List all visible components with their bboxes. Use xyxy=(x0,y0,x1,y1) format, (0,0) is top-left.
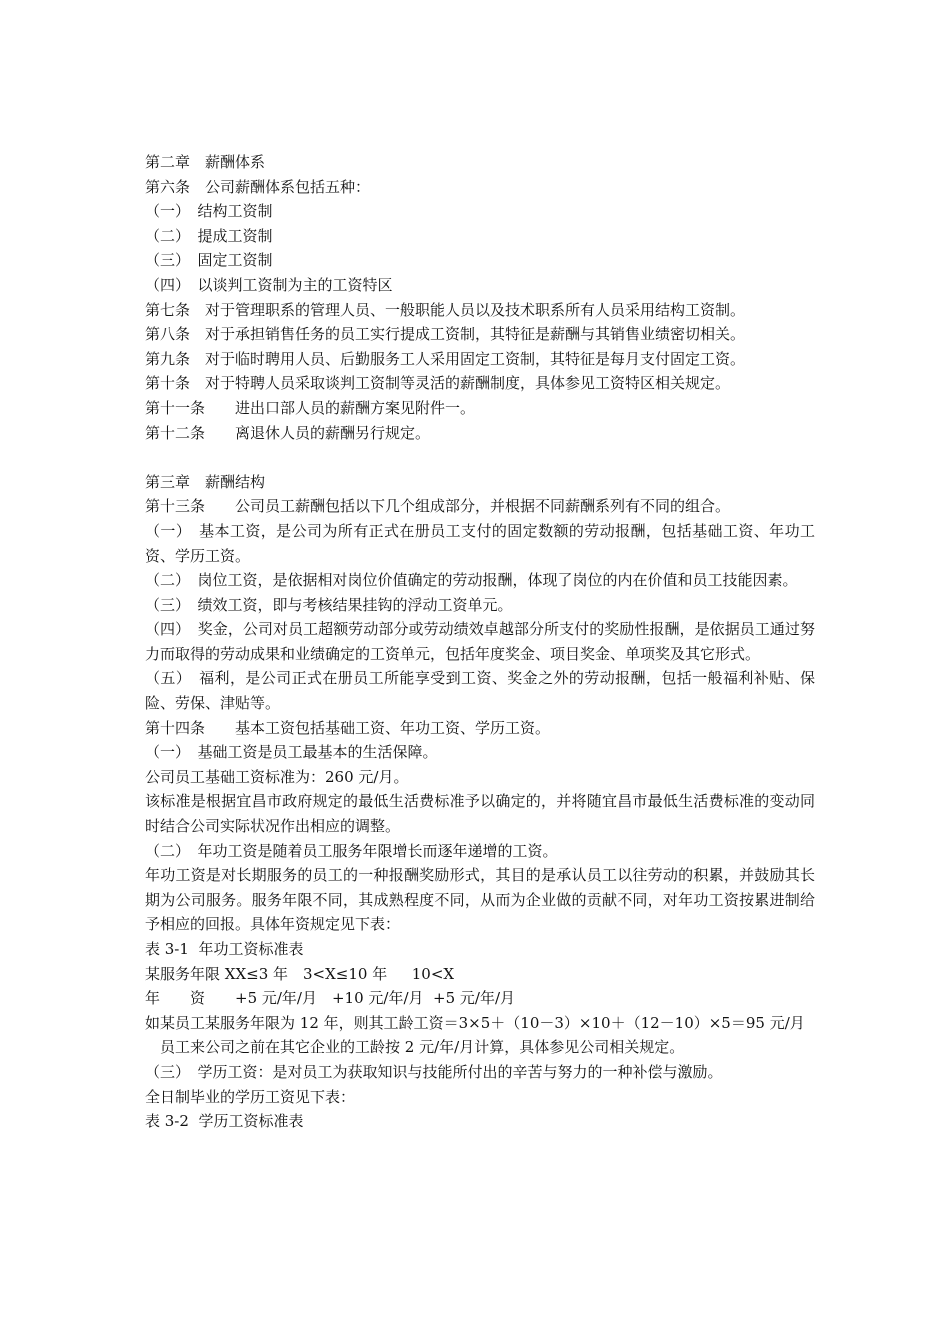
seniority-salary-title: （二） 年功工资是随着员工服务年限增长而逐年递增的工资。 xyxy=(145,841,558,860)
salary-type-4: （四） 以谈判工资制为主的工资特区 xyxy=(145,275,393,294)
component-welfare: （五） 福利，是公司正式在册员工所能享受到工资、奖金之外的劳动报酬，包括一般福利补贴、保险、劳保、津贴等。 xyxy=(145,669,815,713)
article-11: 第十一条 进出口部人员的薪酬方案见附件一。 xyxy=(145,398,476,417)
education-salary-note: 全日制毕业的学历工资见下表： xyxy=(145,1087,356,1106)
salary-type-1: （一） 结构工资制 xyxy=(145,202,273,221)
component-performance-salary: （三） 绩效工资，即与考核结果挂钩的浮动工资单元。 xyxy=(145,595,513,614)
component-position-salary: （二） 岗位工资，是依据相对岗位价值确定的劳动报酬，体现了岗位的内在价值和员工技能因素。 xyxy=(145,571,798,590)
table-3-1-caption: 表 3-1 年功工资标准表 xyxy=(145,940,304,958)
table-3-1-row-1: 某服务年限 XX≤3 年 3<X≤10 年 10<X xyxy=(145,964,455,983)
article-14: 第十四条 基本工资包括基础工资、年功工资、学历工资。 xyxy=(145,718,551,737)
table-3-2-caption: 表 3-2 学历工资标准表 xyxy=(145,1112,304,1131)
document-page xyxy=(145,150,815,1134)
article-9: 第九条 对于临时聘用人员、后勤服务工人采用固定工资制，其特征是每月支付固定工资。 xyxy=(145,349,746,368)
table-3-1-row-2: 年 资 +5 元/年/月 +10 元/年/月 +5 元/年/月 xyxy=(145,989,516,1008)
article-8: 第八条 对于承担销售任务的员工实行提成工资制，其特征是薪酬与其销售业绩密切相关。 xyxy=(145,325,746,344)
base-salary-title: （一） 基础工资是员工最基本的生活保障。 xyxy=(145,743,438,762)
article-13: 第十三条 公司员工薪酬包括以下几个组成部分，并根据不同薪酬系列有不同的组合。 xyxy=(145,497,731,516)
article-10: 第十条 对于特聘人员采取谈判工资制等灵活的薪酬制度，具体参见工资特区相关规定。 xyxy=(145,374,731,393)
base-salary-standard: 公司员工基础工资标准为：260 元/月。 xyxy=(145,767,409,786)
chapter-3-title: 第三章 薪酬结构 xyxy=(145,472,266,491)
article-7: 第七条 对于管理职系的管理人员、一般职能人员以及技术职系所有人员采用结构工资制。 xyxy=(145,300,746,319)
seniority-salary-note: 年功工资是对长期服务的员工的一种报酬奖励形式，其目的是承认员工以往劳动的积累，并鼓励其长期为公司服务。服务年限不同，其成熟程度不同，从而为企业做的贡献不同，对年功工资按累进制给予相应的回报。具体年资规定见下表： xyxy=(145,866,815,934)
base-salary-note: 该标准是根据宜昌市政府规定的最低生活费标准予以确定的，并将随宜昌市最低生活费标准的变动同时结合公司实际状况作出相应的调整。 xyxy=(145,792,815,836)
prior-work-note: 员工来公司之前在其它企业的工龄按 2 元/年/月计算，具体参见公司相关规定。 xyxy=(145,1038,685,1057)
chapter-2-title: 第二章 薪酬体系 xyxy=(145,153,266,171)
salary-type-3: （三） 固定工资制 xyxy=(145,251,273,270)
article-12: 第十二条 离退休人员的薪酬另行规定。 xyxy=(145,423,431,442)
salary-type-2: （二） 提成工资制 xyxy=(145,226,273,245)
section-spacer xyxy=(145,445,815,470)
seniority-example: 如某员工某服务年限为 12 年，则其工龄工资＝3×5＋（10－3）×10＋（12－10）×5＝95 元/月 xyxy=(145,1013,805,1032)
education-salary-title: （三） 学历工资：是对员工为获取知识与技能所付出的辛苦与努力的一种补偿与激励。 xyxy=(145,1062,723,1081)
component-bonus: （四） 奖金，公司对员工超额劳动部分或劳动绩效卓越部分所支付的奖励性报酬，是依据员工通过努力而取得的劳动成果和业绩确定的工资单元，包括年度奖金、项目奖金、单项奖及其它形式。 xyxy=(145,620,815,663)
component-basic-salary: （一） 基本工资，是公司为所有正式在册员工支付的固定数额的劳动报酬，包括基础工资、年功工资、学历工资。 xyxy=(145,521,815,565)
article-6: 第六条 公司薪酬体系包括五种： xyxy=(145,177,371,196)
